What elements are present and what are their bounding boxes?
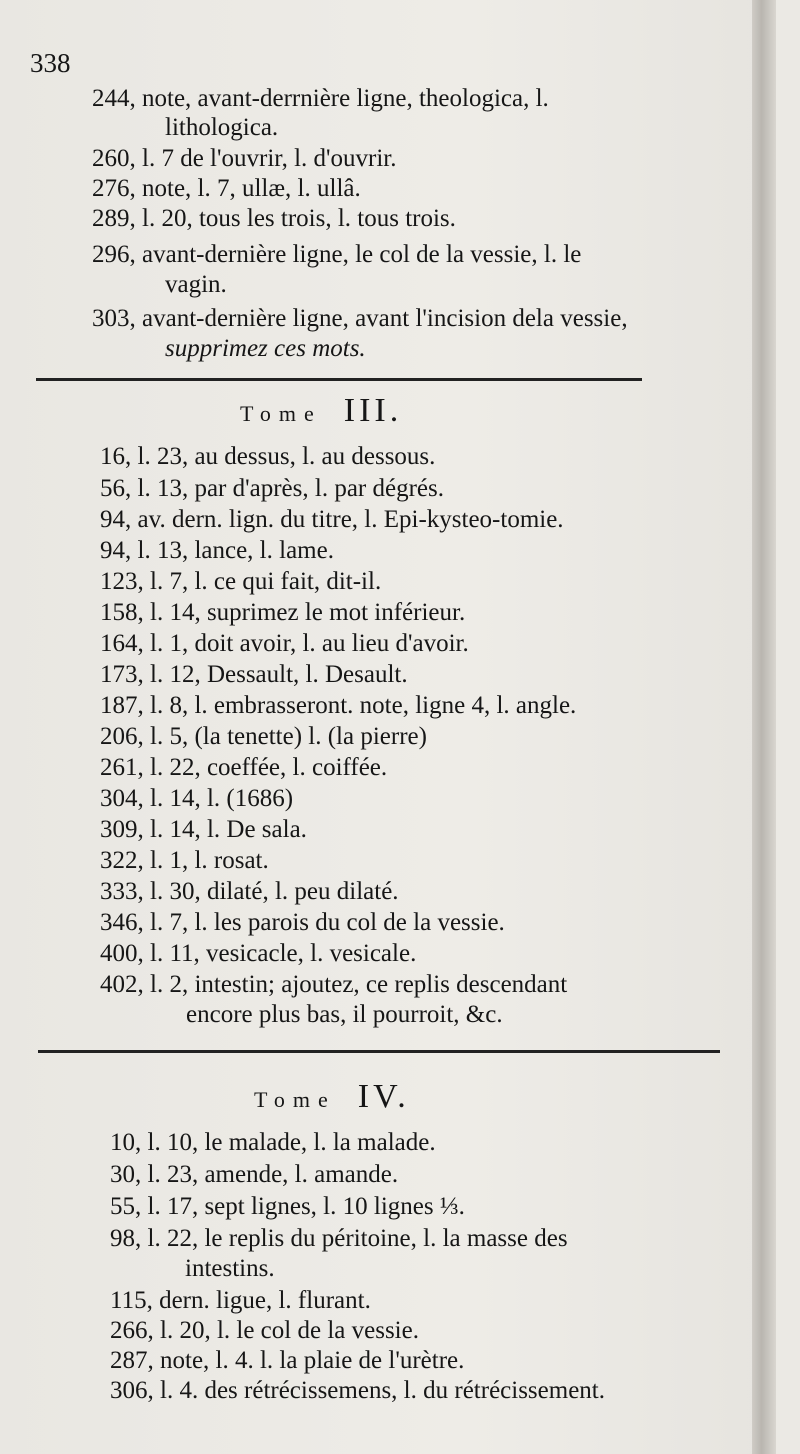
erratum-line: 16, l. 23, au dessus, l. au dessous.	[100, 443, 436, 470]
erratum-line: 98, l. 22, le replis du péritoine, l. la masse des	[110, 1225, 568, 1252]
section-divider	[38, 1050, 720, 1053]
erratum-line: 173, l. 12, Dessault, l. Desault.	[100, 661, 408, 688]
erratum-continuation: intestins.	[185, 1255, 275, 1282]
erratum-line: 206, l. 5, (la tenette) l. (la pierre)	[100, 723, 427, 750]
erratum-line: 333, l. 30, dilaté, l. peu dilaté.	[100, 878, 399, 905]
erratum-line: 158, l. 14, suprimez le mot inférieur.	[100, 599, 466, 626]
erratum-line: 187, l. 8, l. embrasseront. note, ligne 4, l. angle.	[100, 692, 577, 719]
erratum-line: 303, avant-dernière ligne, avant l'incision dela vessie,	[92, 305, 628, 332]
erratum-continuation: encore plus bas, il pourroit, &c.	[186, 1001, 503, 1028]
section-heading-tome-3: Tome III.	[240, 392, 403, 429]
erratum-line: 115, dern. ligue, l. flurant.	[110, 1287, 371, 1314]
erratum-line: 94, l. 13, lance, l. lame.	[100, 537, 334, 564]
section-divider	[36, 378, 642, 381]
erratum-line: 296, avant-dernière ligne, le col de la vessie, l. le	[92, 241, 582, 268]
erratum-line: 123, l. 7, l. ce qui fait, dit-il.	[100, 568, 382, 595]
page-number: 338	[30, 48, 71, 78]
erratum-continuation: lithologica.	[165, 114, 279, 141]
erratum-line: 55, l. 17, sept lignes, l. 10 lignes ⅓.	[110, 1193, 465, 1220]
page-edge	[752, 0, 776, 1454]
erratum-line: 402, l. 2, intestin; ajoutez, ce replis descendant	[100, 971, 568, 998]
erratum-line: 306, l. 4. des rétrécissemens, l. du rétrécissement.	[110, 1377, 605, 1404]
erratum-line: 400, l. 11, vesicacle, l. vesicale.	[100, 940, 417, 967]
erratum-line: 30, l. 23, amende, l. amande.	[110, 1161, 399, 1188]
erratum-line: 322, l. 1, l. rosat.	[100, 847, 269, 874]
erratum-line: 309, l. 14, l. De sala.	[100, 816, 307, 843]
erratum-line: 56, l. 13, par d'après, l. par dégrés.	[100, 475, 444, 502]
erratum-line: 276, note, l. 7, ullæ, l. ullâ.	[92, 175, 361, 202]
erratum-line: 261, l. 22, coeffée, l. coiffée.	[100, 754, 388, 781]
erratum-line: 289, l. 20, tous les trois, l. tous trois.	[92, 205, 456, 232]
erratum-line: 287, note, l. 4. l. la plaie de l'urètre.	[110, 1347, 465, 1374]
erratum-line: 94, av. dern. lign. du titre, l. Epi-kysteo-tomie.	[100, 506, 564, 533]
erratum-line: 346, l. 7, l. les parois du col de la vessie.	[100, 909, 505, 936]
erratum-continuation: vagin.	[165, 271, 227, 298]
erratum-line: 304, l. 14, l. (1686)	[100, 785, 294, 812]
erratum-line: 244, note, avant-derrnière ligne, theologica, l.	[92, 85, 549, 112]
erratum-line: 260, l. 7 de l'ouvrir, l. d'ouvrir.	[92, 145, 397, 172]
section-heading-tome-4: Tome IV.	[254, 1078, 410, 1115]
erratum-continuation: supprimez ces mots.	[165, 335, 366, 362]
erratum-line: 164, l. 1, doit avoir, l. au lieu d'avoir.	[100, 630, 469, 657]
erratum-line: 10, l. 10, le malade, l. la malade.	[110, 1129, 436, 1156]
erratum-line: 266, l. 20, l. le col de la vessie.	[110, 1317, 419, 1344]
